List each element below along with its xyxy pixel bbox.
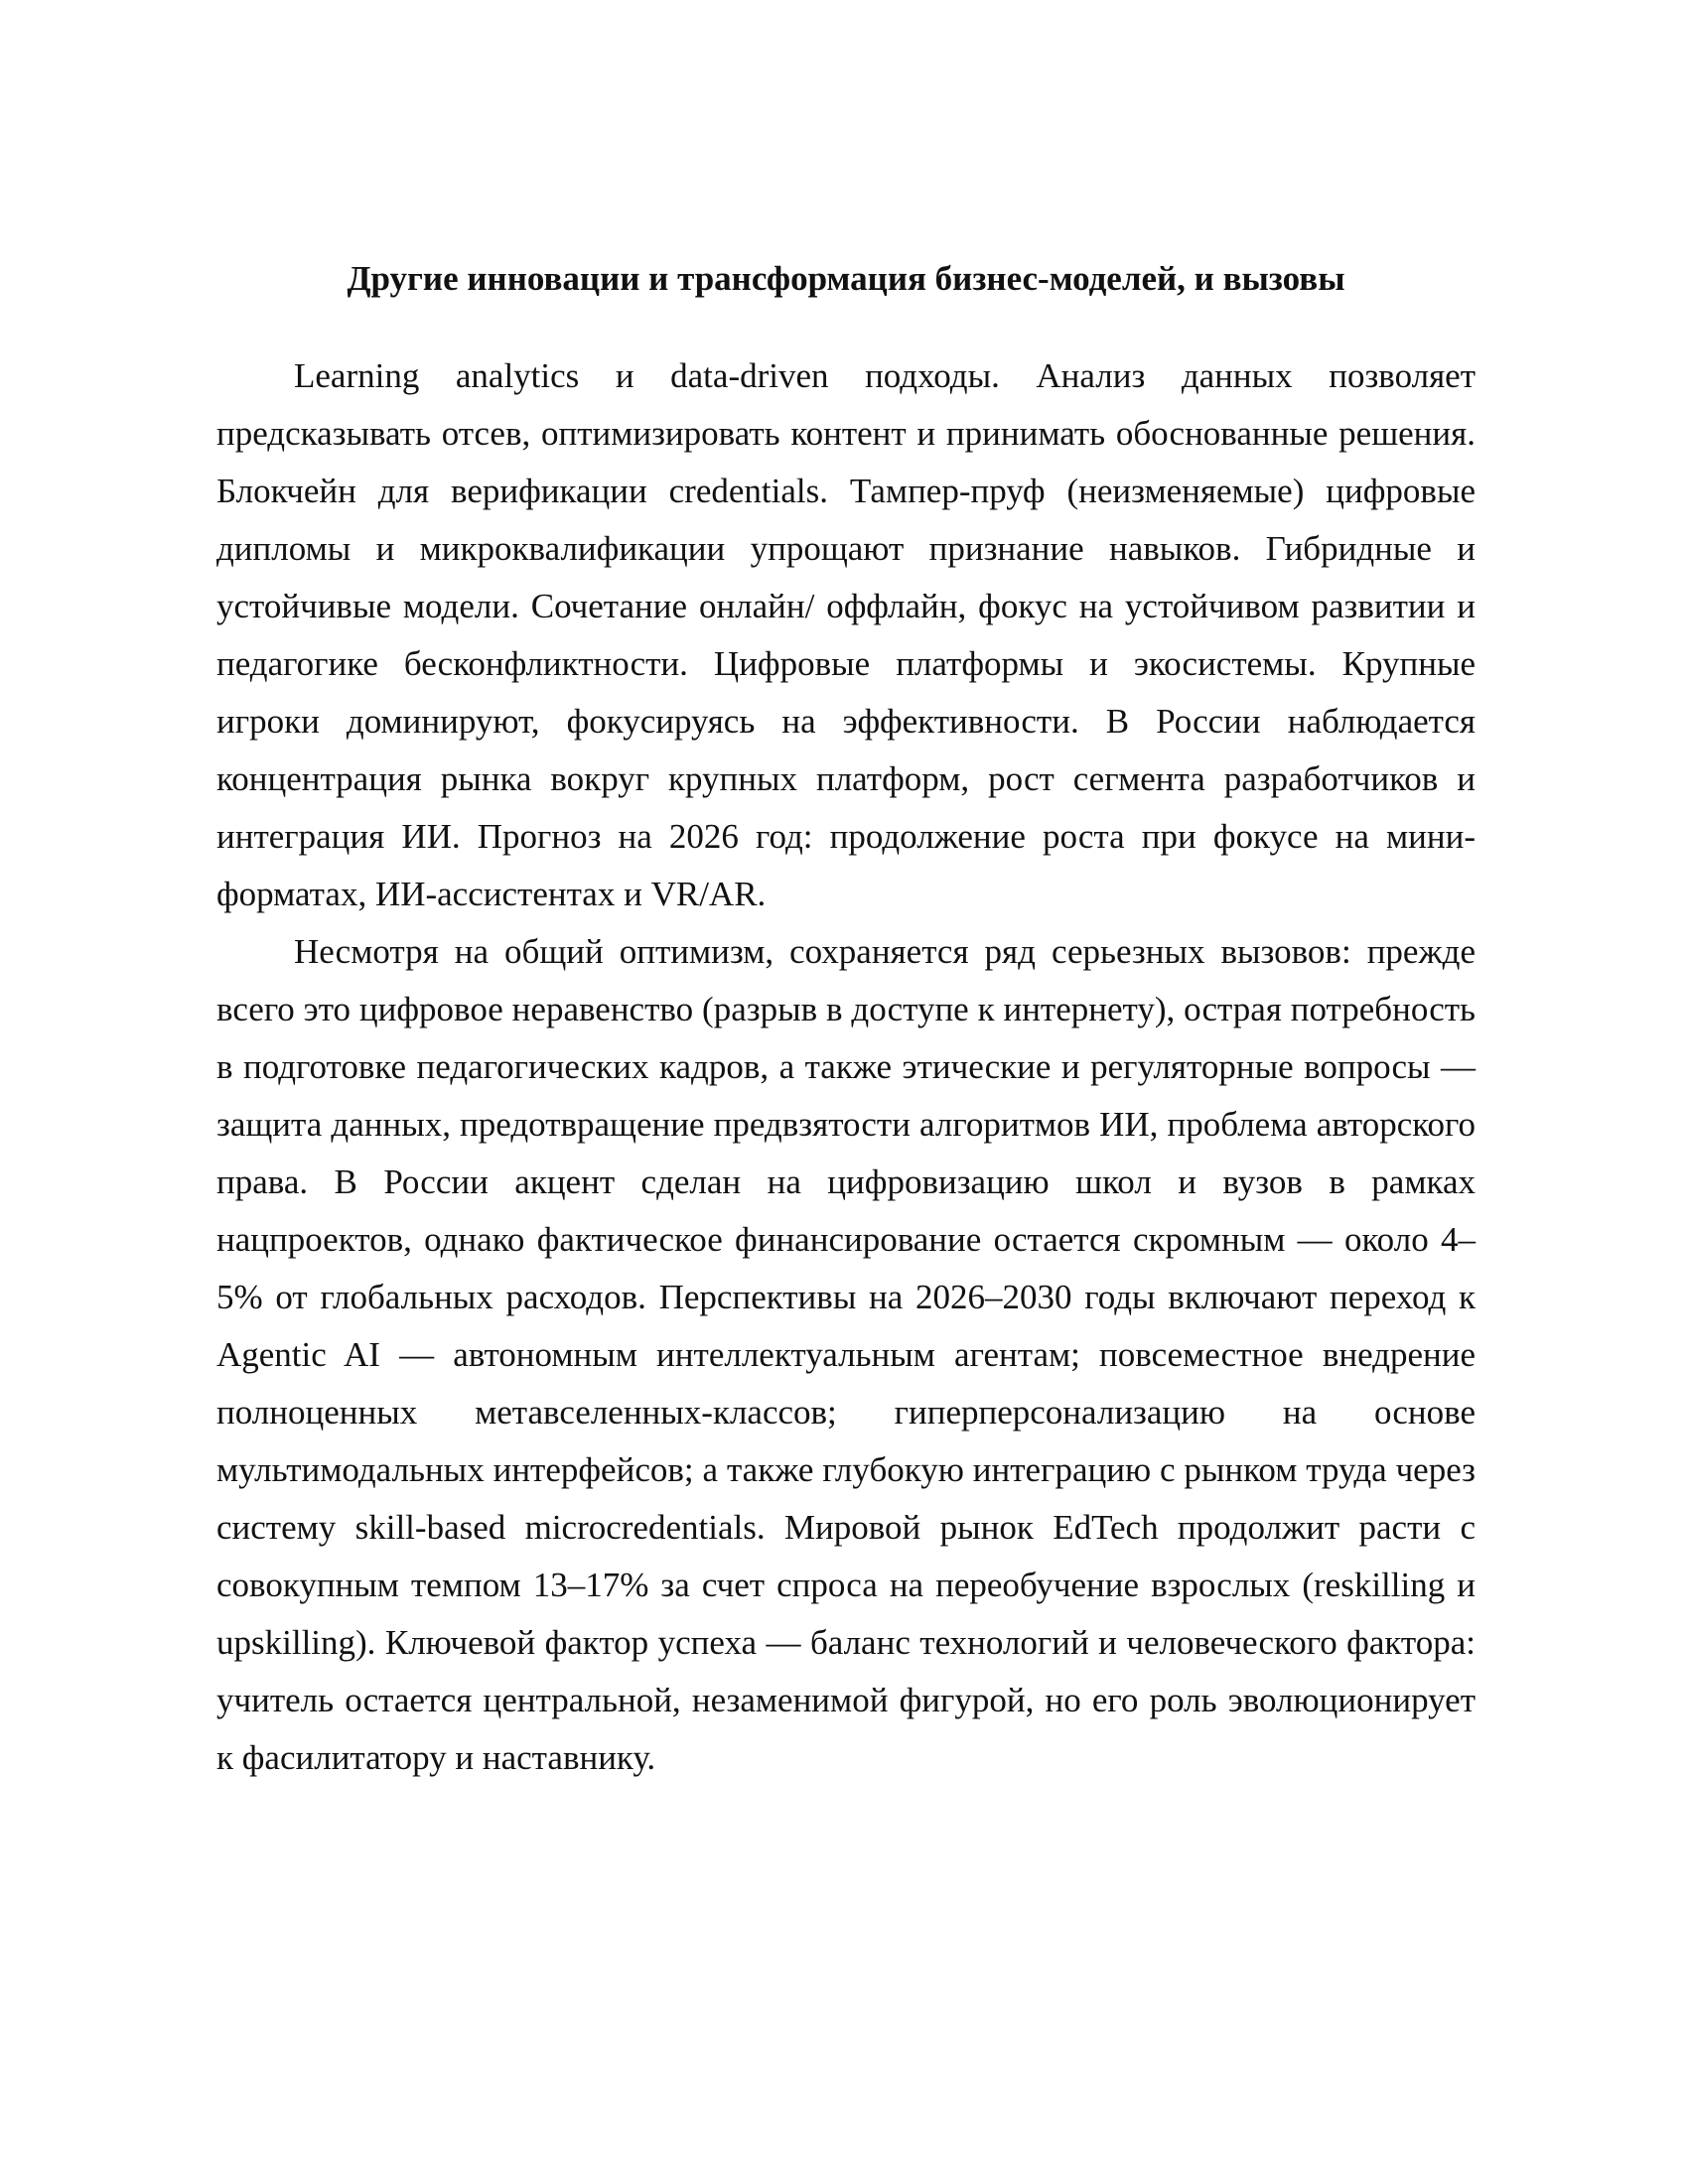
body-text [216,347,1476,1787]
paragraph-innovations: Learning analytics и data-driven подходы. Анализ данных позволяет предсказывать отсев, оптимизировать контент и принимать обоснованные решения. Блокчейн для верификации credentials. Тампер-пруф (неизменяемые) цифровые дипломы и микроквалификации упрощают признание навыков. Гибридные и устойчивые модели. Сочетание онлайн/ оффлайн, фокус на устойчивом развитии и педагогике бесконфликтности. Цифровые платформы и экосистемы. Крупные игроки доминируют, фокусируясь на эффективности. В России наблюдается концентрация рынка вокруг крупных платформ, рост сегмента разработчиков и интеграция ИИ. Прогноз на 2026 год: продолжение роста при фокусе на мини-форматах, ИИ-ассистентах и VR/AR. [216,356,1476,913]
paragraph-challenges: Несмотря на общий оптимизм, сохраняется ряд серьезных вызовов: прежде всего это цифровое неравенство (разрыв в доступе к интернету), острая потребность в подготовке педагогических кадров, а также этические и регуляторные вопросы — защита данных, предотвращение предвзятости алгоритмов ИИ, проблема авторского права. В России акцент сделан на цифровизацию школ и вузов в рамках нацпроектов, однако фактическое финансирование остается скромным — около 4–5% от глобальных расходов. Перспективы на 2026–2030 годы включают переход к Agentic AI — автономным интеллектуальным агентам; повсеместное внедрение полноценных метавселенных-классов; гиперперсонализацию на основе мультимодальных интерфейсов; а также глубокую интеграцию с рынком труда через систему skill-based microcredentials. Мировой рынок EdTech продолжит расти с совокупным темпом 13–17% за счет спроса на переобучение взрослых (reskilling и upskilling). Ключевой фактор успеха — баланс технологий и человеческого фактора: учитель остается центральной, незаменимой фигурой, но его роль эволюционирует к фасилитатору и наставнику. [216,932,1476,1777]
page-content [216,250,1476,1787]
section-heading: Другие инновации и трансформация бизнес-моделей, и вызовы [347,259,1345,298]
